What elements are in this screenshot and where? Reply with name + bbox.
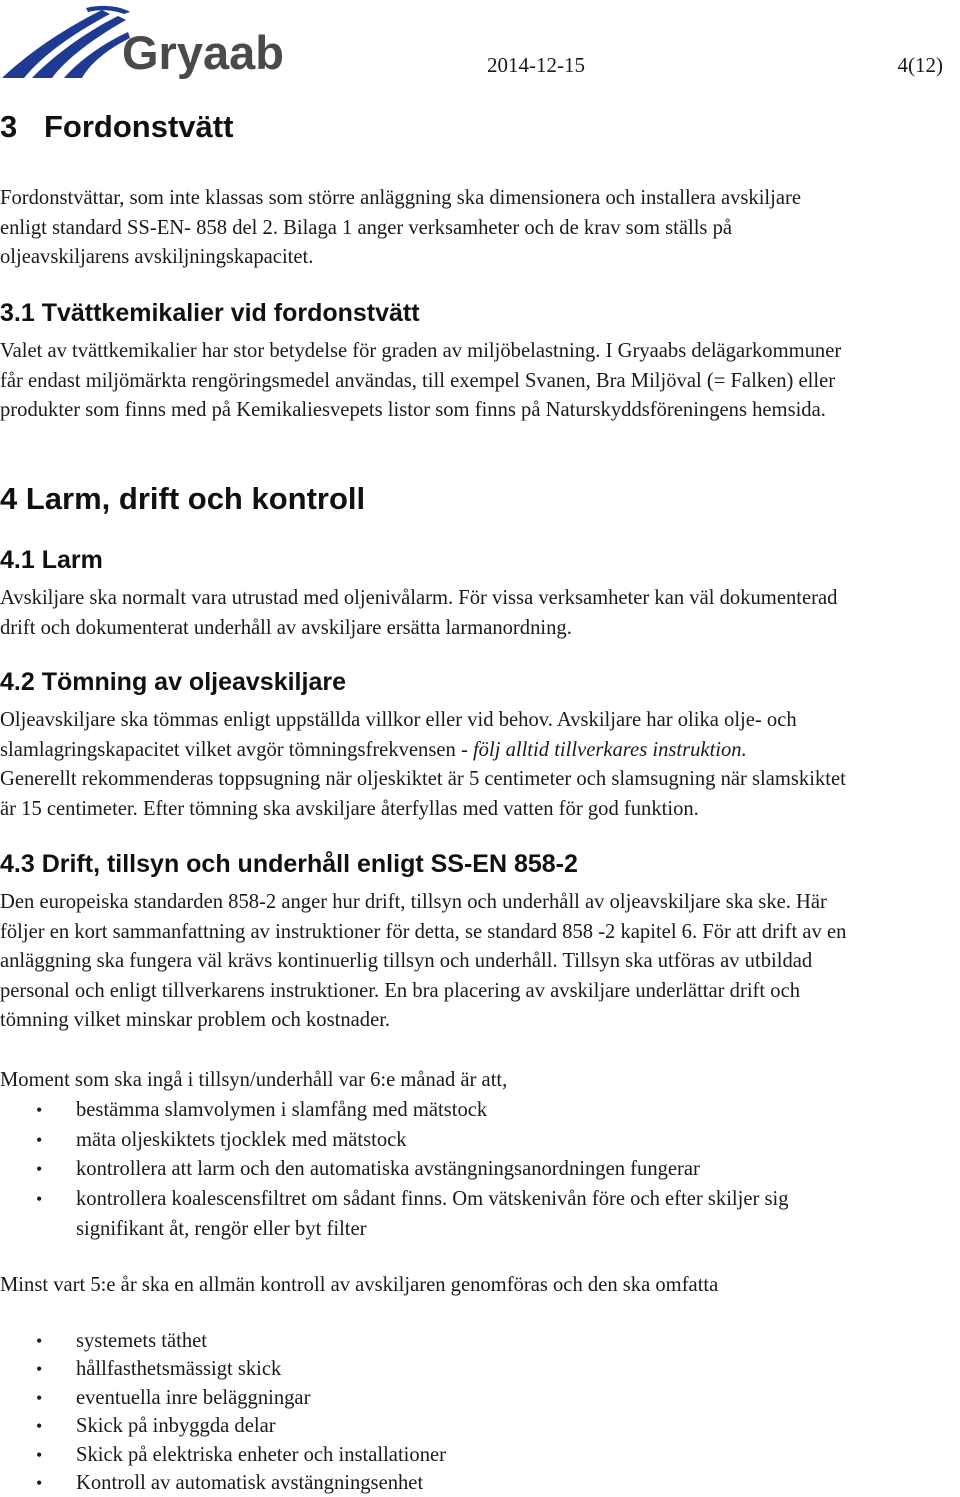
emphasized-instruction: följ alltid tillverkares instruktion. <box>472 738 747 761</box>
check-intro: Minst vart 5:e år ska en allmän kontroll av avskiljaren genomföras och den ska omfatta <box>0 1274 719 1296</box>
text-line: Oljeavskiljare ska tömmas enligt uppställda villkor eller vid behov. Avskiljare har olika olje- och <box>0 709 797 731</box>
list-item-text: Skick på inbyggda delar <box>76 1415 276 1438</box>
text-line: tömning vilket minskar problem och kostnader. <box>0 1009 391 1032</box>
paragraph-section-4-2 <box>0 706 960 824</box>
heading-section-4-1: 4.1 Larm <box>0 546 103 574</box>
bullet-icon: • <box>36 1416 43 1437</box>
bullet-icon: • <box>36 1331 43 1351</box>
moment-list <box>0 1096 789 1245</box>
bullet-icon: • <box>36 1444 43 1465</box>
text-line <box>0 736 960 766</box>
list-item-text: eventuella inre beläggningar <box>76 1386 311 1409</box>
heading-title: Fordonstvätt <box>44 109 234 144</box>
list-item <box>0 1441 446 1469</box>
paragraph-section-4-1 <box>0 584 960 643</box>
list-item <box>0 1327 446 1355</box>
bullet-icon: • <box>36 1189 43 1210</box>
list-item <box>0 1126 789 1156</box>
paragraph-section-4-3 <box>0 888 960 1036</box>
paragraph-section-3-intro <box>0 184 960 273</box>
text-line: Den europeiska standarden 858-2 anger hur drift, tillsyn och underhåll av oljeavskiljare ska ske. Här <box>0 891 827 913</box>
bullet-icon: • <box>36 1100 43 1120</box>
list-item <box>0 1469 446 1497</box>
list-item <box>0 1096 789 1126</box>
list-item-text: kontrollera koalescensfiltret om sådant finns. Om vätskenivån före och efter skiljer sig <box>76 1188 789 1211</box>
list-item-text: Skick på elektriska enheter och installationer <box>76 1443 446 1466</box>
bullet-icon: • <box>36 1159 43 1180</box>
page-header <box>0 0 960 90</box>
text-segment: slamlagringskapacitet vilket avgör tömningsfrekvensen - <box>0 738 473 761</box>
paragraph-section-3-1 <box>0 337 960 426</box>
text-line: Avskiljare ska normalt vara utrustad med oljenivålarm. För vissa verksamheter kan väl dokumenterad <box>0 587 838 609</box>
list-item-text: kontrollera att larm och den automatiska avstängningsanordningen fungerar <box>76 1158 700 1181</box>
text-line: får endast miljömärkta rengöringsmedel användas, till exempel Svanen, Bra Miljöval (= Falken) eller <box>0 369 836 392</box>
heading-section-4-3: 4.3 Drift, tillsyn och underhåll enligt SS-EN 858-2 <box>0 850 578 878</box>
gryaab-logo <box>2 4 302 80</box>
heading-section-3 <box>0 109 233 145</box>
bullet-icon: • <box>36 1129 43 1150</box>
text-line: oljeavskiljarens avskiljningskapacitet. <box>0 246 314 269</box>
list-item-text: bestämma slamvolymen i slamfång med mätstock <box>76 1099 488 1121</box>
text-line: följer en kort sammanfattning av instruktioner för detta, se standard 858 -2 kapitel 6. För att drift av en <box>0 920 847 943</box>
text-line: är 15 centimeter. Efter tömning ska avskiljare återfyllas med vatten för god funktion. <box>0 797 699 820</box>
logo-swoosh-icon <box>2 4 132 80</box>
text-line: anläggning ska fungera väl krävs kontinuerlig tillsyn och underhåll. Tillsyn ska utföras av utbildad <box>0 950 813 973</box>
list-item-text: Kontroll av automatisk avstängningsenhet <box>76 1472 424 1495</box>
list-item-continuation <box>0 1215 789 1245</box>
list-item <box>0 1412 446 1440</box>
text-line: Fordonstvättar, som inte klassas som större anläggning ska dimensionera och installera avskiljare <box>0 187 802 209</box>
moment-intro: Moment som ska ingå i tillsyn/underhåll var 6:e månad är att, <box>0 1069 508 1091</box>
text-line: personal och enligt tillverkarens instruktioner. En bra placering av avskiljare underlättar drift och <box>0 979 801 1002</box>
list-item-text: hållfasthetsmässigt skick <box>76 1358 282 1381</box>
text-line: drift och dokumenterat underhåll av avskiljare ersätta larmanordning. <box>0 616 572 639</box>
heading-number: 3 <box>0 109 18 144</box>
bullet-icon: • <box>36 1473 43 1494</box>
list-item <box>0 1185 789 1215</box>
heading-section-4-2: 4.2 Tömning av oljeavskiljare <box>0 668 346 696</box>
list-item-text: mäta oljeskiktets tjocklek med mätstock <box>76 1128 407 1151</box>
list-item-text: signifikant åt, rengör eller byt filter <box>76 1217 367 1240</box>
text-line: Generellt rekommenderas toppsugning när oljeskiktet är 5 centimeter och slamsugning när slamskiktet <box>0 768 846 791</box>
text-line: Valet av tvättkemikalier har stor betydelse för graden av miljöbelastning. I Gryaabs delägarkommuner <box>0 340 842 362</box>
header-date: 2014-12-15 <box>487 53 585 77</box>
list-item <box>0 1355 446 1383</box>
list-item <box>0 1155 789 1185</box>
text-line: produkter som finns med på Kemikaliesvepets listor som finns på Naturskyddsföreningens hemsida. <box>0 399 826 422</box>
text-line: enligt standard SS-EN- 858 del 2. Bilaga 1 anger verksamheter och de krav som ställs på <box>0 216 733 239</box>
check-list <box>0 1327 446 1497</box>
heading-section-4: 4 Larm, drift och kontroll <box>0 481 366 516</box>
heading-section-3-1: 3.1 Tvättkemikalier vid fordonstvätt <box>0 299 420 327</box>
bullet-icon: • <box>36 1359 43 1380</box>
bullet-icon: • <box>36 1387 43 1408</box>
logo-wordmark: Gryaab <box>122 26 284 79</box>
header-page-number: 4(12) <box>897 53 943 77</box>
list-item-text: systemets täthet <box>76 1330 207 1352</box>
list-item <box>0 1384 446 1412</box>
